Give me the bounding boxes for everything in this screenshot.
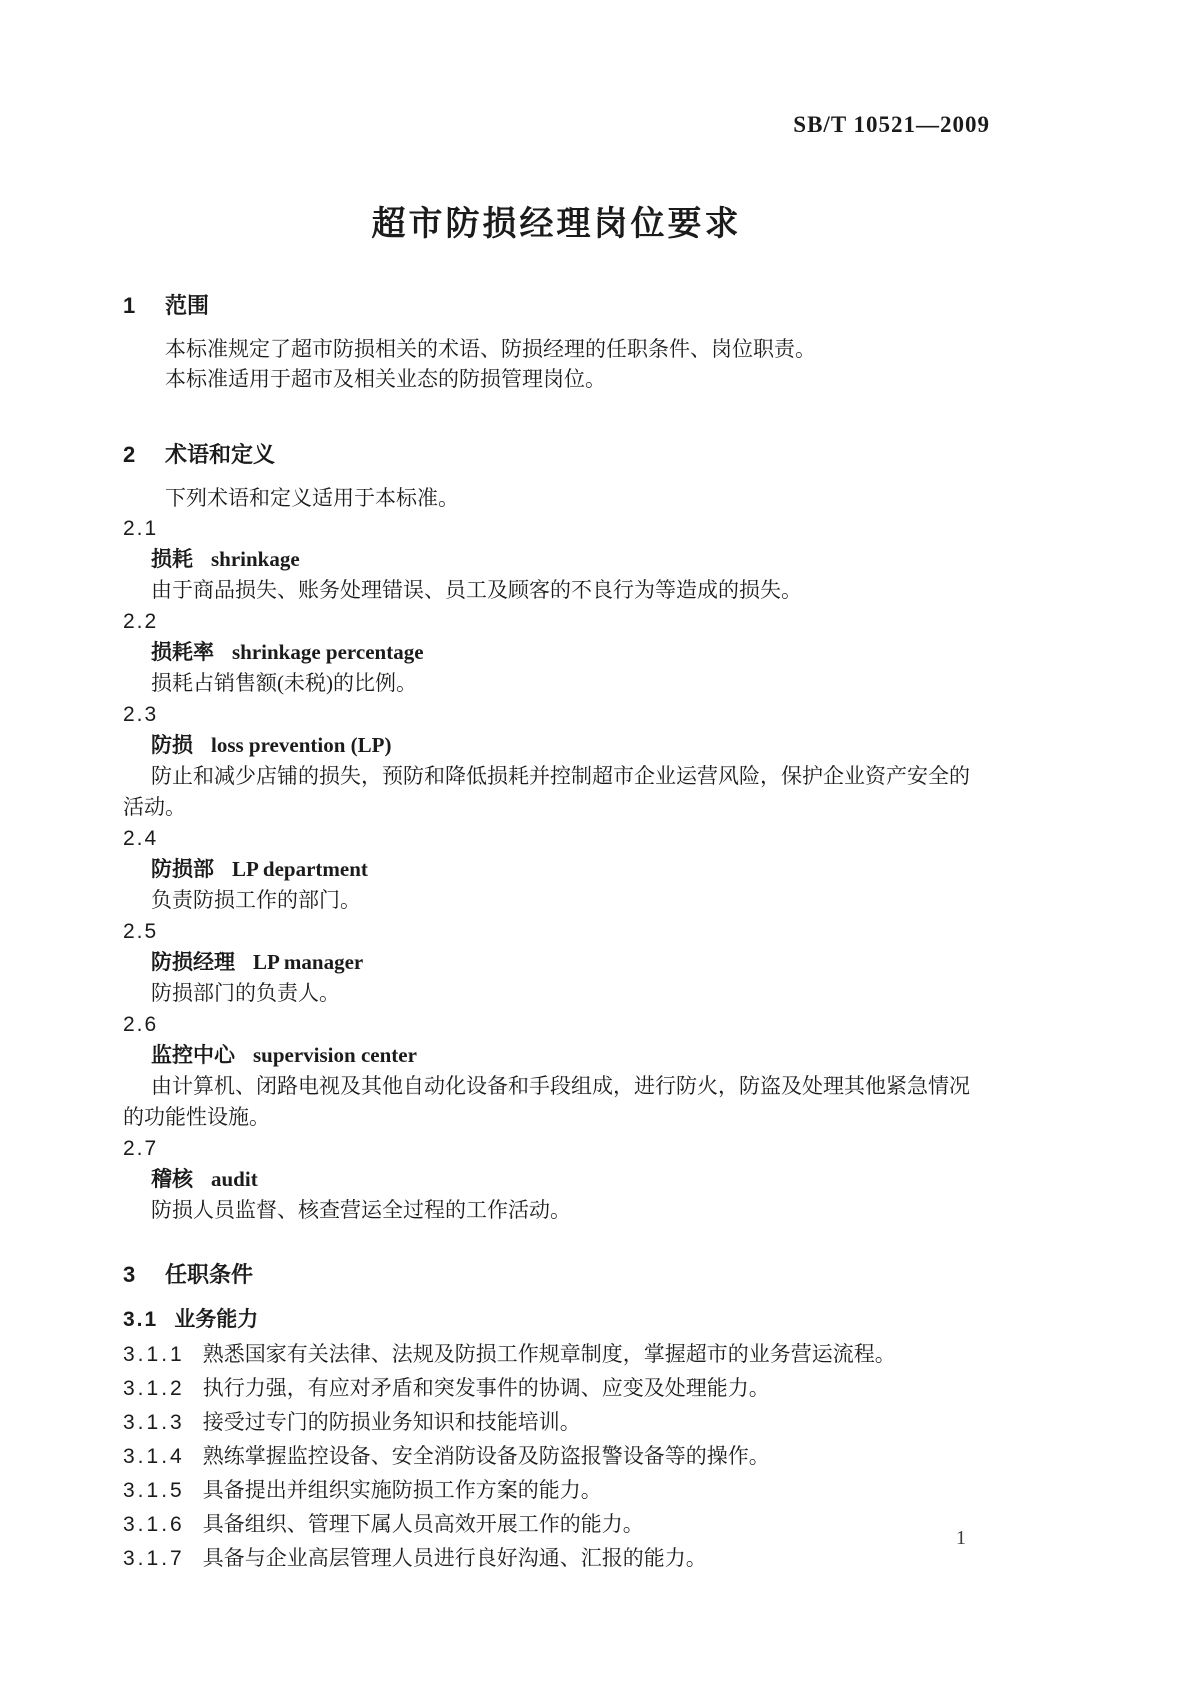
section-heading-row xyxy=(123,291,990,321)
clause-text: 具备组织、管理下属人员高效开展工作的能力。 xyxy=(202,1512,644,1536)
clause-number: 3.1.3 xyxy=(123,1411,185,1434)
subsection-heading: 业务能力 xyxy=(174,1308,259,1331)
term-definition: 防止和减少店铺的损失，预防和降低损耗并控制超市企业运营风险，保护企业资产安全的活动。 xyxy=(123,764,970,819)
term-zh: 监控中心 xyxy=(151,1044,235,1067)
clause-number: 3.1.1 xyxy=(123,1343,185,1366)
document-page xyxy=(123,0,990,1574)
term-en: shrinkage xyxy=(211,547,300,571)
term-name xyxy=(151,637,990,668)
term-entry xyxy=(123,1133,990,1226)
clause xyxy=(123,1373,990,1404)
section-scope xyxy=(123,291,990,394)
clause-text: 熟练掌握监控设备、安全消防设备及防盗报警设备等的操作。 xyxy=(202,1444,770,1468)
term-name xyxy=(151,947,990,978)
subsection-heading-row xyxy=(123,1303,990,1336)
section-requirements xyxy=(123,1260,990,1574)
section-heading-row xyxy=(123,1260,990,1290)
section-body xyxy=(123,334,990,394)
term-entry xyxy=(123,606,990,699)
term-definition: 防损人员监督、核查营运全过程的工作活动。 xyxy=(151,1198,571,1222)
term-en: audit xyxy=(211,1167,258,1191)
subsection-number: 3.1 xyxy=(123,1308,159,1331)
term-number: 2.6 xyxy=(123,1013,159,1036)
term-zh: 损耗 xyxy=(151,548,193,571)
paragraph: 本标准适用于超市及相关业态的防损管理岗位。 xyxy=(165,367,606,391)
terms-intro: 下列术语和定义适用于本标准。 xyxy=(165,486,459,510)
term-number: 2.1 xyxy=(123,517,159,540)
clause-text: 执行力强，有应对矛盾和突发事件的协调、应变及处理能力。 xyxy=(202,1376,770,1400)
section-heading: 术语和定义 xyxy=(165,442,276,467)
term-entry xyxy=(123,1009,990,1133)
clause-number: 3.1.5 xyxy=(123,1479,185,1502)
term-name xyxy=(151,1164,990,1195)
section-terms xyxy=(123,440,990,1226)
term-zh: 防损部 xyxy=(151,858,214,881)
term-en: LP department xyxy=(232,857,368,881)
clause-number: 3.1.4 xyxy=(123,1445,185,1468)
clause-number: 3.1.6 xyxy=(123,1513,185,1536)
section-number: 2 xyxy=(123,442,138,467)
section-body xyxy=(123,483,990,1226)
standard-number: SB/T 10521—2009 xyxy=(793,112,990,137)
term-definition: 负责防损工作的部门。 xyxy=(151,888,361,912)
clause-text: 熟悉国家有关法律、法规及防损工作规章制度，掌握超市的业务营运流程。 xyxy=(202,1342,896,1366)
term-zh: 稽核 xyxy=(151,1168,193,1191)
section-heading: 范围 xyxy=(165,293,210,318)
section-heading: 任职条件 xyxy=(165,1262,254,1287)
clause xyxy=(123,1509,990,1540)
section-number: 1 xyxy=(123,293,138,318)
document-title: 超市防损经理岗位要求 xyxy=(371,205,742,243)
term-definition: 由计算机、闭路电视及其他自动化设备和手段组成，进行防火，防盗及处理其他紧急情况的功能性设施。 xyxy=(123,1074,970,1129)
term-en: supervision center xyxy=(253,1043,417,1067)
clause xyxy=(123,1339,990,1370)
term-definition: 由于商品损失、账务处理错误、员工及顾客的不良行为等造成的损失。 xyxy=(151,578,802,602)
term-number: 2.5 xyxy=(123,920,159,943)
paragraph: 本标准规定了超市防损相关的术语、防损经理的任职条件、岗位职责。 xyxy=(165,337,816,361)
term-name xyxy=(151,730,990,761)
term-en: shrinkage percentage xyxy=(232,640,424,664)
section-heading-row xyxy=(123,440,990,470)
term-entry xyxy=(123,916,990,1009)
page-number: 1 xyxy=(956,1527,966,1549)
term-entry xyxy=(123,823,990,916)
term-definition: 损耗占销售额(未税)的比例。 xyxy=(151,671,417,695)
clause xyxy=(123,1407,990,1438)
term-definition: 防损部门的负责人。 xyxy=(151,981,340,1005)
term-zh: 损耗率 xyxy=(151,641,214,664)
section-number: 3 xyxy=(123,1262,138,1287)
term-zh: 防损经理 xyxy=(151,951,235,974)
clause xyxy=(123,1441,990,1472)
term-number: 2.4 xyxy=(123,827,159,850)
clause-text: 具备与企业高层管理人员进行良好沟通、汇报的能力。 xyxy=(202,1546,707,1570)
term-number: 2.3 xyxy=(123,703,159,726)
clause-text: 具备提出并组织实施防损工作方案的能力。 xyxy=(202,1478,602,1502)
term-name xyxy=(151,1040,990,1071)
term-entry xyxy=(123,513,990,606)
term-en: LP manager xyxy=(253,950,364,974)
term-entry xyxy=(123,699,990,823)
term-name xyxy=(151,544,990,575)
term-number: 2.7 xyxy=(123,1137,159,1160)
clause xyxy=(123,1543,990,1574)
term-zh: 防损 xyxy=(151,734,193,757)
term-en: loss prevention (LP) xyxy=(211,733,392,757)
term-number: 2.2 xyxy=(123,610,159,633)
clause-number: 3.1.7 xyxy=(123,1547,185,1570)
clause-text: 接受过专门的防损业务知识和技能培训。 xyxy=(202,1410,581,1434)
term-name xyxy=(151,854,990,885)
clause-number: 3.1.2 xyxy=(123,1377,185,1400)
clause xyxy=(123,1475,990,1506)
